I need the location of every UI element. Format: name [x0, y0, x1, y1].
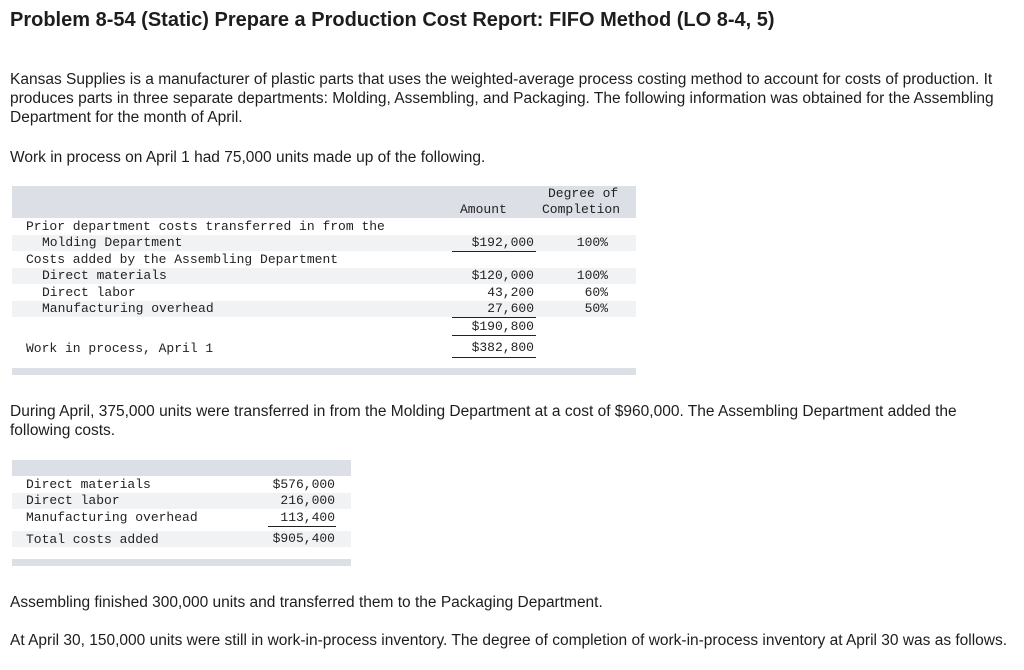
- row-label-costs-added: Costs added by the Assembling Department: [26, 252, 339, 267]
- april30-paragraph: At April 30, 150,000 units were still in work-in-process inventory. The degree of completion of work-in-process inventory at April 30 was as follows.: [10, 632, 1008, 649]
- row-label-overhead: Manufacturing overhead: [42, 301, 214, 316]
- row-label-wip-april1: Work in process, April 1: [26, 341, 214, 356]
- row-label-direct-labor: Direct labor: [26, 493, 120, 508]
- problem-title: Problem 8-54 (Static) Prepare a Production Cost Report: FIFO Method (LO 8-4, 5): [10, 9, 775, 31]
- underline: [452, 357, 536, 358]
- column-header-degree: Degree of: [548, 186, 619, 201]
- row-label-direct-materials: Direct materials: [26, 477, 151, 492]
- row-label-overhead: Manufacturing overhead: [26, 510, 198, 525]
- column-header-completion: Completion: [542, 202, 621, 217]
- row-label-prior-dept: Prior department costs transferred in from the: [26, 219, 385, 234]
- table-footer-band: [12, 559, 351, 566]
- row-label-total: Total costs added: [26, 532, 159, 547]
- row-label-molding: Molding Department: [42, 235, 183, 250]
- prior-amount: $192,000: [471, 235, 534, 250]
- table-header-band: [12, 460, 351, 476]
- table-footer-band: [12, 368, 636, 375]
- dm-degree: 100%: [576, 268, 608, 283]
- underline: [452, 251, 536, 252]
- wip-april1-table: [12, 186, 636, 376]
- moh-degree: 50%: [584, 301, 608, 316]
- prior-degree: 100%: [576, 235, 608, 250]
- dl-amount: 43,200: [487, 285, 534, 300]
- row-label-direct-labor: Direct labor: [42, 285, 136, 300]
- intro-paragraph: Kansas Supplies is a manufacturer of plastic parts that uses the weighted-average process costing method to account for costs of production. It produces parts in three separate departments: Molding, Assembling, and Packaging. The following information was obtained for the Assembling Department for the month of April.: [10, 71, 994, 126]
- wip-intro-paragraph: Work in process on April 1 had 75,000 units made up of the following.: [10, 149, 486, 166]
- moh-amount: 27,600: [487, 301, 534, 316]
- underline: [452, 317, 536, 318]
- dl-amount: 216,000: [280, 493, 335, 508]
- dl-degree: 60%: [584, 285, 608, 300]
- row-label-direct-materials: Direct materials: [42, 268, 167, 283]
- dm-amount: $576,000: [272, 477, 335, 492]
- april-paragraph: During April, 375,000 units were transferred in from the Molding Department at a cost of $960,000. The Assembling Department added the following costs.: [10, 403, 957, 439]
- underline: [268, 526, 336, 527]
- dm-amount: $120,000: [471, 268, 534, 283]
- wip-amount: $382,800: [471, 340, 534, 355]
- moh-amount: 113,400: [280, 510, 335, 525]
- finished-paragraph: Assembling finished 300,000 units and transferred them to the Packaging Department.: [10, 594, 603, 611]
- total-amount: $905,400: [272, 531, 335, 546]
- subtotal-amount: $190,800: [471, 319, 534, 334]
- costs-added-table: [12, 460, 351, 566]
- column-header-amount: Amount: [460, 202, 507, 217]
- underline: [452, 335, 536, 336]
